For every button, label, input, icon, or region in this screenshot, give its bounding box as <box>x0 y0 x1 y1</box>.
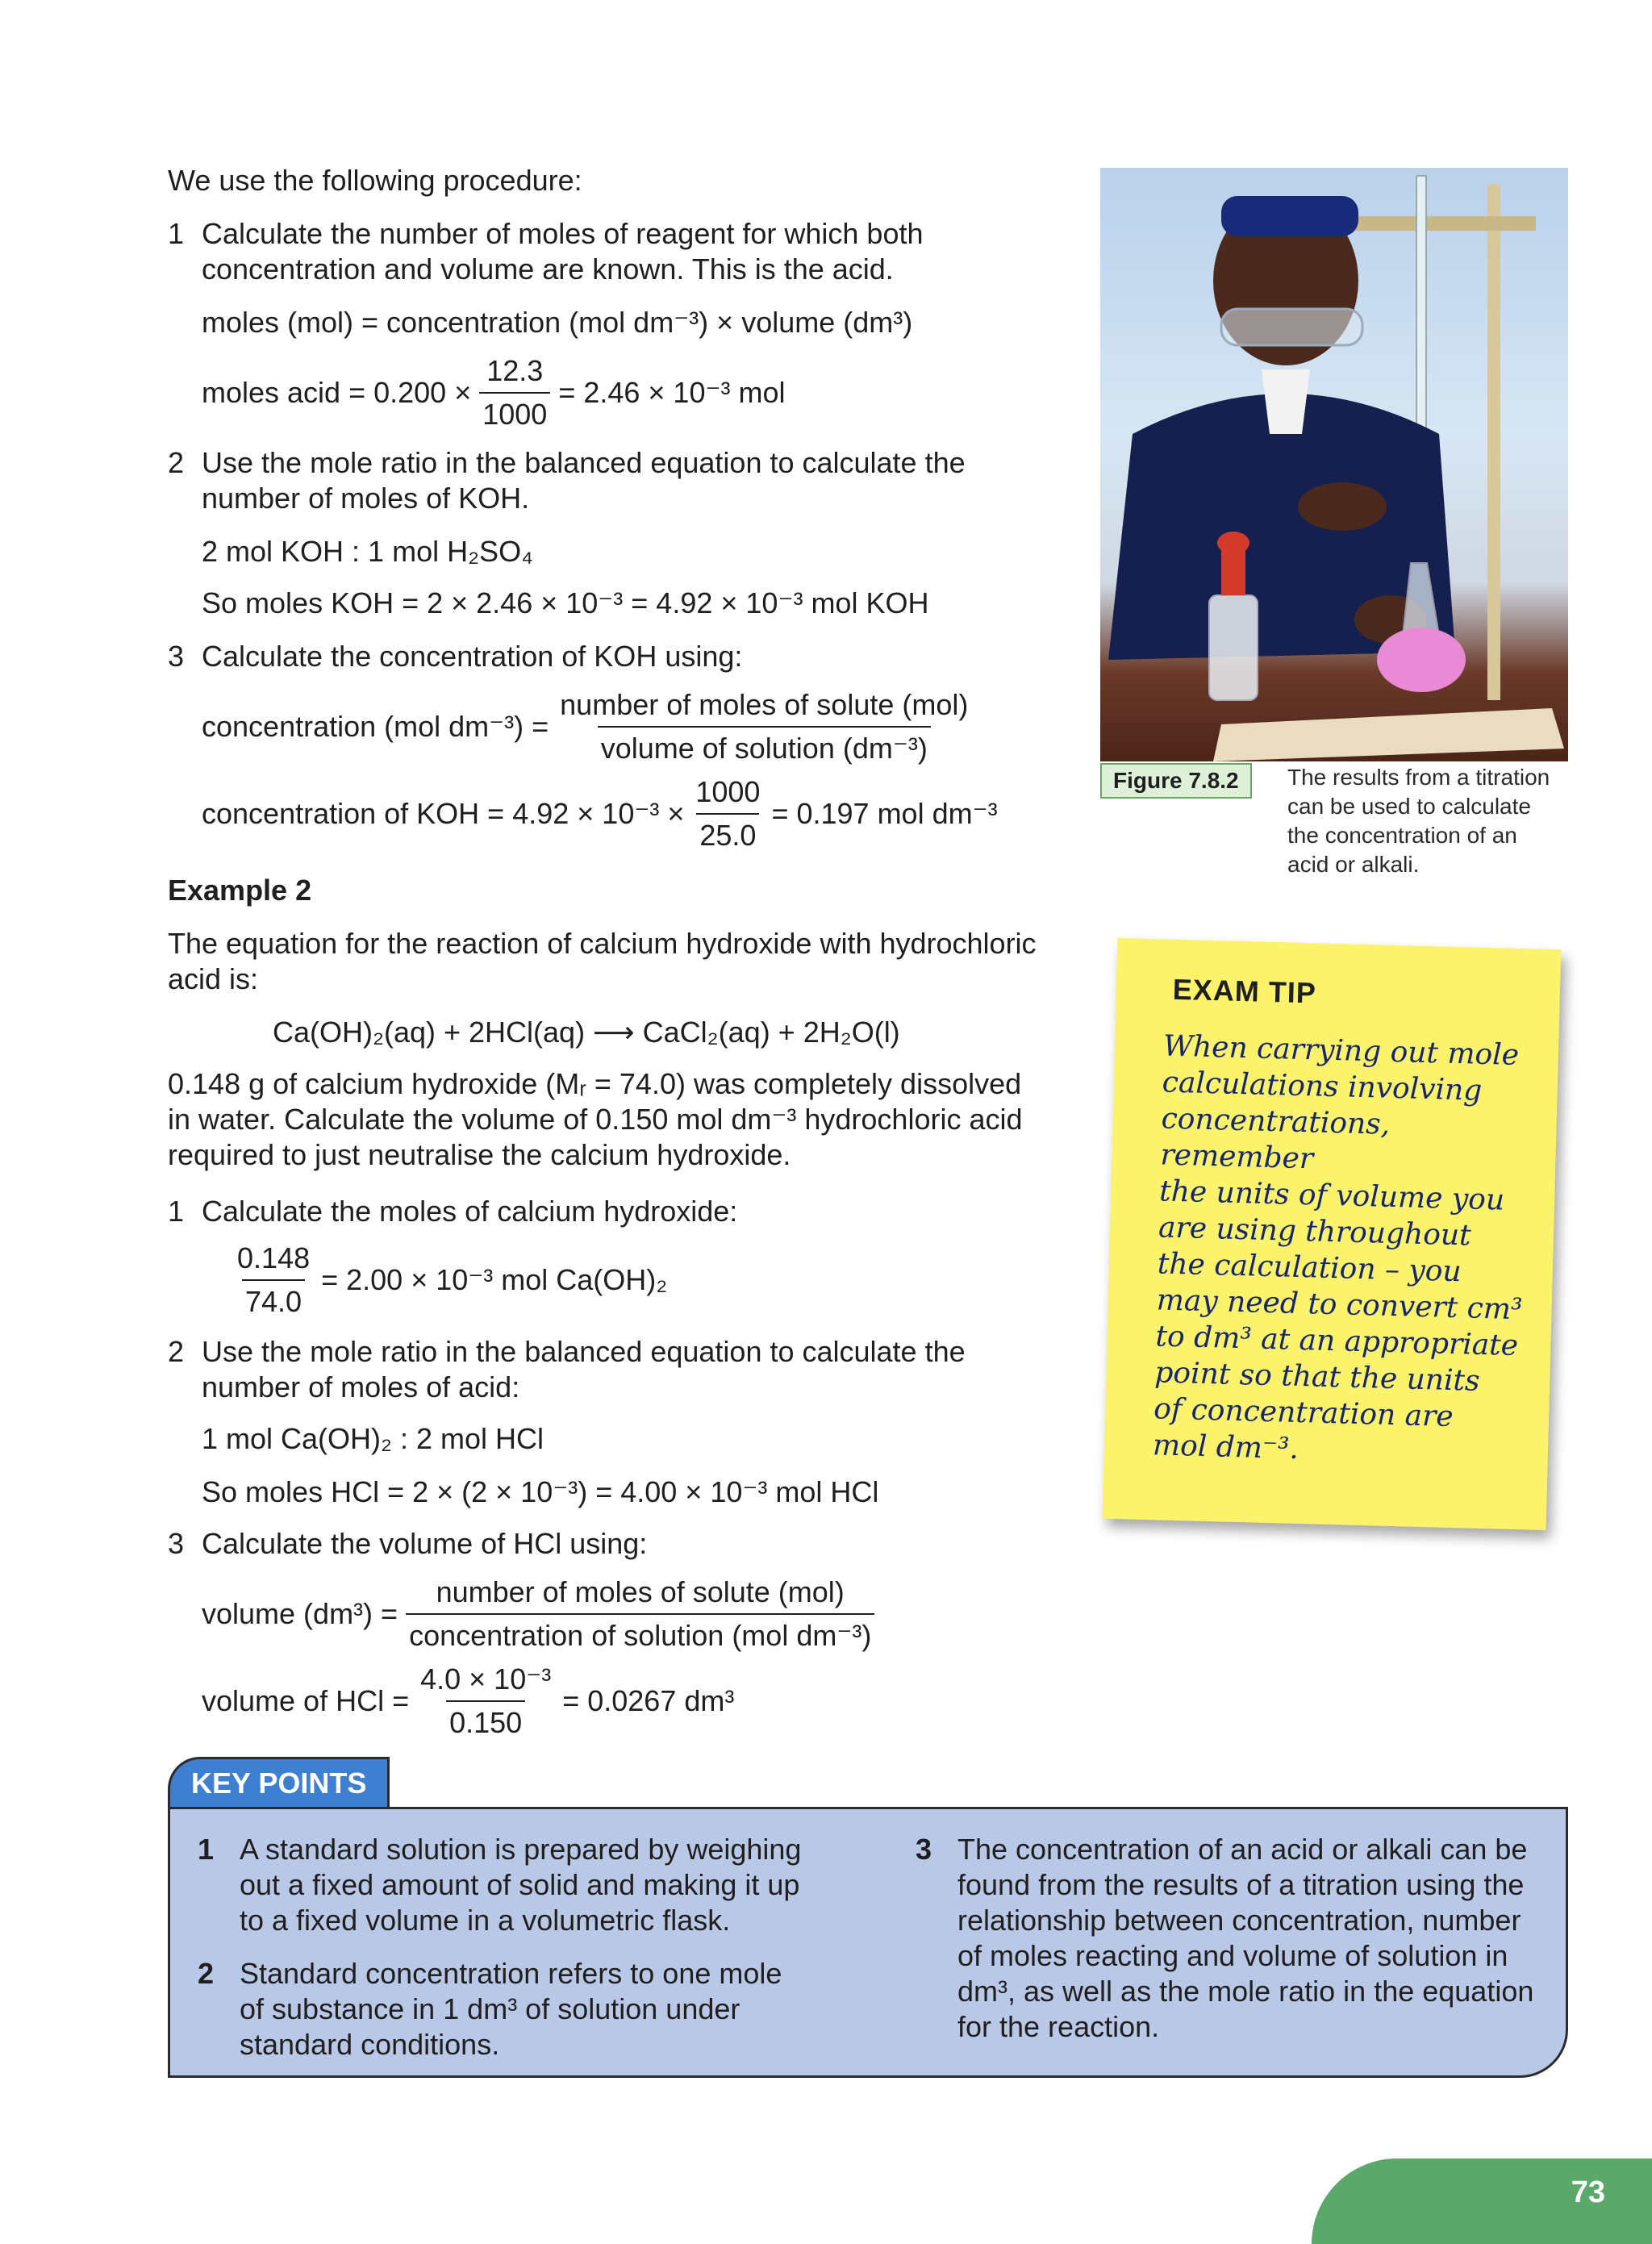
example-paragraph <box>168 1066 1063 1173</box>
point-line: Standard concentration refers to one mole <box>240 1957 782 1990</box>
step-text: Calculate the moles of calcium hydroxide: <box>202 1195 738 1228</box>
numerator: 12.3 <box>486 354 544 387</box>
point-line: of moles reacting and volume of solution in <box>957 1939 1508 1972</box>
tip-line: may need to convert cm³ <box>1156 1283 1523 1327</box>
moles-acid-equation <box>202 350 785 436</box>
caption-line: acid or alkali. <box>1287 852 1420 877</box>
key-point-2 <box>240 1956 869 2063</box>
moles-hcl: So moles HCl = 2 × (2 × 10⁻³) = 4.00 × 10⁻³ mol HCl <box>202 1475 879 1508</box>
key-point-1 <box>240 1832 869 1938</box>
volume-formula <box>202 1571 882 1657</box>
tip-line: concentrations, remember <box>1159 1102 1391 1176</box>
point-line: A standard solution is prepared by weighing <box>240 1833 802 1866</box>
fraction <box>692 771 763 857</box>
intro-text: We use the following procedure: <box>168 164 582 197</box>
moles-caoh2 <box>234 1237 667 1323</box>
moles-formula: moles (mol) = concentration (mol dm⁻³) × volume (dm³) <box>202 306 913 339</box>
text-line: number of moles of KOH. <box>202 482 530 515</box>
moles-koh: So moles KOH = 2 × 2.46 × 10⁻³ = 4.92 × 10⁻³ mol KOH <box>202 586 929 619</box>
volume-hcl <box>202 1658 734 1744</box>
step-number: 2 <box>168 446 185 479</box>
denominator: concentration of solution (mol dm⁻³) <box>406 1613 874 1657</box>
text-line: concentration and volume are known. This is the acid. <box>202 252 894 286</box>
equation-right: = 2.00 × 10⁻³ mol Ca(OH)₂ <box>321 1263 668 1296</box>
caption-line: The results from a titration <box>1287 765 1550 790</box>
denominator: 0.150 <box>446 1700 525 1744</box>
equation-right: = 0.0267 dm³ <box>562 1684 735 1717</box>
key-points-tab: KEY POINTS <box>168 1757 390 1808</box>
equation-left: moles acid = 0.200 × <box>202 376 472 409</box>
equation-left: concentration (mol dm⁻³) = <box>202 710 549 743</box>
numerator: 1000 <box>695 775 761 808</box>
text-line: Use the mole ratio in the balanced equation to calculate the <box>202 446 966 479</box>
text-line: Use the mole ratio in the balanced equation to calculate the <box>202 1335 966 1368</box>
numerator: number of moles of solute (mol) <box>560 688 969 721</box>
point-line: out a fixed amount of solid and making it up <box>240 1868 800 1901</box>
point-number: 1 <box>198 1833 215 1866</box>
numerator: number of moles of solute (mol) <box>436 1575 845 1608</box>
fraction <box>417 1658 554 1744</box>
titration-photo <box>1100 168 1568 761</box>
fraction <box>557 684 971 770</box>
chemical-equation: Ca(OH)₂(aq) + 2HCl(aq) ⟶ CaCl₂(aq) + 2H₂O(l) <box>273 1016 900 1049</box>
point-line: to a fixed volume in a volumetric flask. <box>240 1904 731 1937</box>
titration-illustration <box>1100 168 1568 761</box>
point-number: 3 <box>916 1833 932 1866</box>
figure-caption <box>1287 763 1578 879</box>
fraction <box>479 350 550 436</box>
point-number: 2 <box>198 1957 215 1990</box>
mole-ratio: 2 mol KOH : 1 mol H₂SO₄ <box>202 535 533 568</box>
point-line: relationship between concentration, number <box>957 1904 1521 1937</box>
denominator: 25.0 <box>696 813 759 857</box>
step-text: Calculate the concentration of KOH using: <box>202 640 743 673</box>
tip-line: When carrying out mole <box>1162 1029 1520 1072</box>
concentration-formula <box>202 684 979 770</box>
denominator: 1000 <box>479 392 550 436</box>
tip-line: point so that the units <box>1153 1356 1480 1398</box>
equation-left: volume of HCl = <box>202 1684 410 1717</box>
text-line: Calculate the number of moles of reagent for which both <box>202 217 924 250</box>
tip-line: the calculation – you <box>1157 1247 1462 1289</box>
point-line: of substance in 1 dm³ of solution under <box>240 1992 740 2025</box>
step-text <box>202 1334 1008 1405</box>
tip-line: of concentration are <box>1153 1392 1454 1434</box>
tip-line: the units of volume you <box>1158 1174 1505 1217</box>
caption-line: can be used to calculate <box>1287 794 1531 819</box>
step-number: 3 <box>168 640 185 673</box>
tip-line: mol dm⁻³. <box>1152 1429 1299 1466</box>
text-line: in water. Calculate the volume of 0.150 mol dm⁻³ hydrochloric acid <box>168 1103 1023 1136</box>
step-number: 2 <box>168 1335 185 1368</box>
point-line: dm³, as well as the mole ratio in the equation <box>957 1975 1534 2008</box>
step-number: 1 <box>168 1195 185 1228</box>
mole-ratio: 1 mol Ca(OH)₂ : 2 mol HCl <box>202 1422 544 1455</box>
step-number: 3 <box>168 1527 185 1560</box>
point-line: for the reaction. <box>957 2010 1160 2043</box>
equation-right: = 0.197 mol dm⁻³ <box>771 797 998 830</box>
tip-line: to dm³ at an appropriate <box>1155 1320 1519 1363</box>
key-points-box <box>168 1807 1568 2078</box>
fraction <box>234 1237 313 1323</box>
tip-line: are using throughout <box>1158 1211 1472 1253</box>
caption-line: the concentration of an <box>1287 823 1517 848</box>
text-line: 0.148 g of calcium hydroxide (Mᵣ = 74.0) was completely dissolved <box>168 1067 1022 1100</box>
step-text <box>202 445 1008 516</box>
point-line: standard conditions. <box>240 2028 500 2061</box>
text-line: required to just neutralise the calcium hydroxide. <box>168 1138 791 1171</box>
equation-left: volume (dm³) = <box>202 1597 398 1630</box>
page-number-tab <box>1312 2158 1652 2244</box>
text-line: number of moles of acid: <box>202 1370 520 1404</box>
step-text: Calculate the volume of HCl using: <box>202 1527 648 1560</box>
equation-right: = 2.46 × 10⁻³ mol <box>558 376 786 409</box>
fraction <box>406 1571 874 1657</box>
numerator: 0.148 <box>237 1241 311 1274</box>
concentration-koh <box>202 771 998 857</box>
figure-label: Figure 7.8.2 <box>1100 763 1252 799</box>
denominator: 74.0 <box>242 1279 305 1323</box>
step-number: 1 <box>168 217 185 250</box>
exam-tip-note <box>1103 938 1562 1530</box>
equation-left: concentration of KOH = 4.92 × 10⁻³ × <box>202 797 685 830</box>
page-number: 73 <box>1571 2175 1605 2209</box>
step-text <box>202 216 1008 287</box>
exam-tip-body <box>1152 1028 1550 1473</box>
point-line: found from the results of a titration using the <box>957 1868 1525 1901</box>
key-point-3 <box>957 1832 1554 2045</box>
point-line: The concentration of an acid or alkali can be <box>957 1833 1528 1866</box>
exam-tip-title: EXAM TIP <box>1172 972 1317 1010</box>
denominator: volume of solution (dm⁻³) <box>598 726 931 770</box>
numerator: 4.0 × 10⁻³ <box>420 1662 552 1696</box>
example-intro <box>168 926 1055 997</box>
example-heading: Example 2 <box>168 874 312 907</box>
tip-line: calculations involving <box>1162 1066 1483 1107</box>
text-line: The equation for the reaction of calcium hydroxide with hydrochloric <box>168 927 1037 960</box>
text-line: acid is: <box>168 962 259 995</box>
